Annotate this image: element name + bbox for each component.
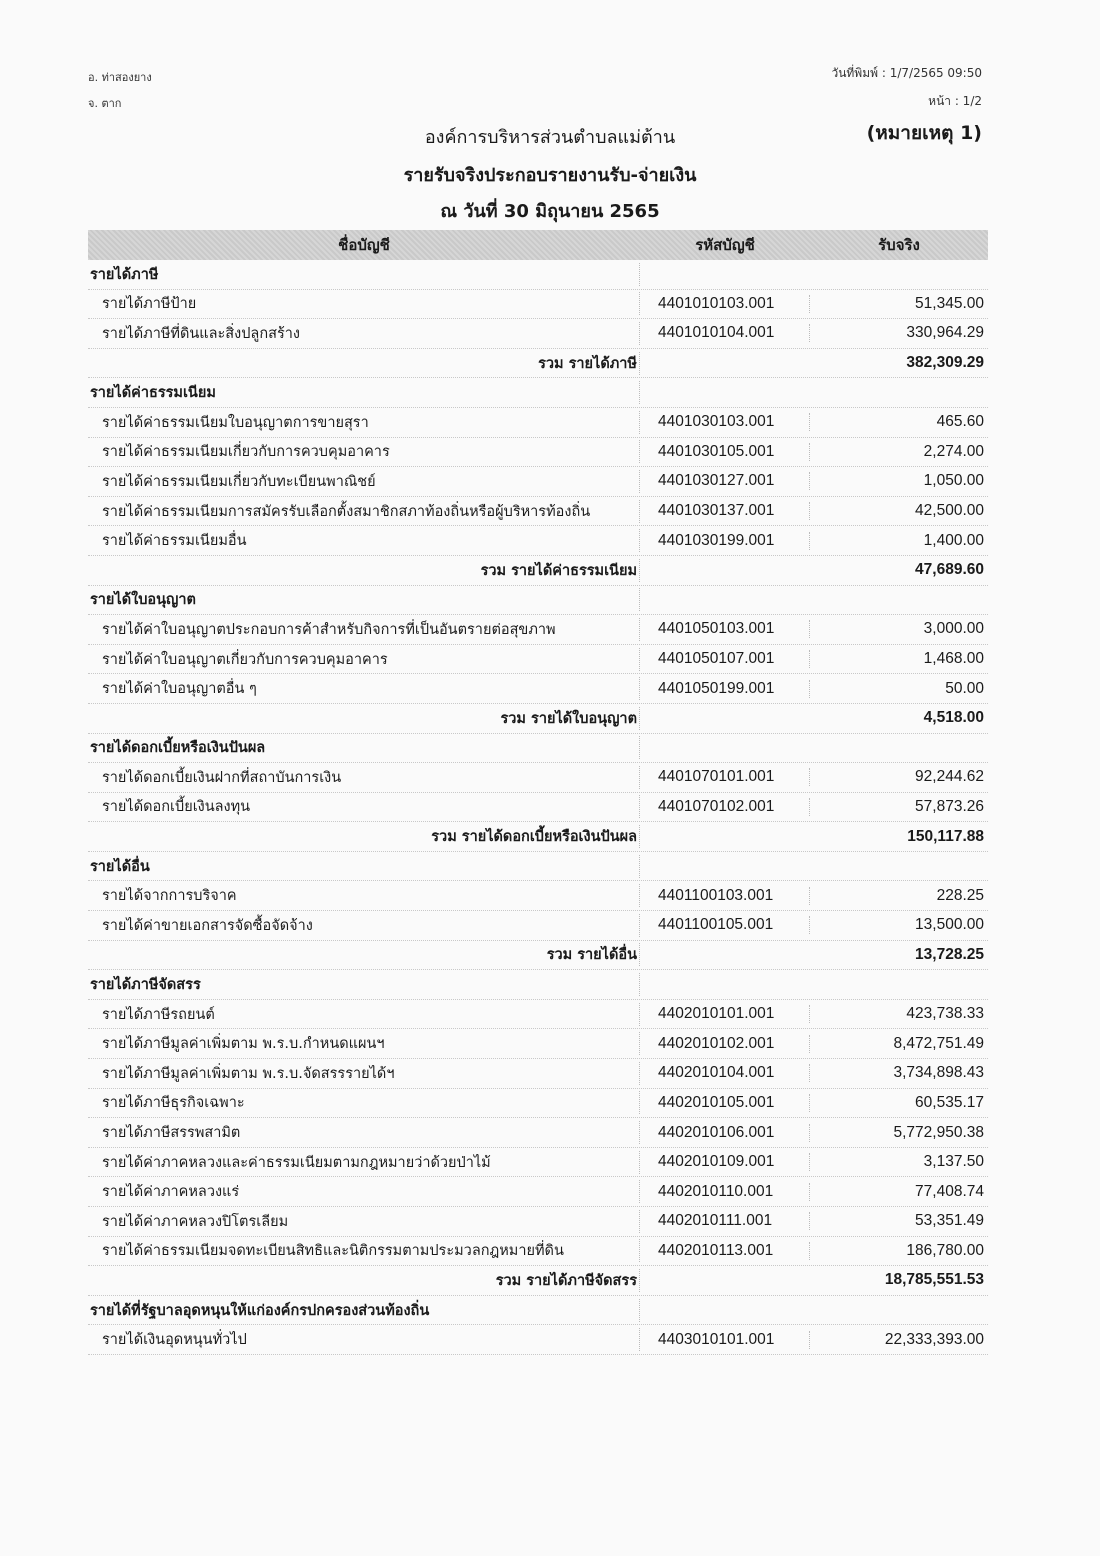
print-date: วันที่พิมพ์ : 1/7/2565 09:50: [831, 66, 982, 80]
account-name-cell: รายได้ค่าใบอนุญาตประกอบการค้าสำหรับกิจการที่เป็นอันตรายต่อสุขภาพ: [88, 618, 640, 641]
account-name-cell: รายได้ภาษีสรรพสามิต: [88, 1121, 640, 1144]
category-row: [88, 970, 988, 1000]
table-body: [88, 260, 988, 1355]
account-name-cell: รวม รายได้ใบอนุญาต: [88, 707, 640, 730]
account-name-cell: รายได้ค่าธรรมเนียมใบอนุญาตการขายสุรา: [88, 411, 640, 434]
account-code-cell: 4401030199.001: [640, 532, 810, 550]
table-row: [88, 674, 988, 704]
amount-cell: 51,345.00: [915, 294, 984, 312]
amount-cell: 53,351.49: [915, 1212, 984, 1230]
table-row: [88, 408, 988, 438]
account-name-cell: รายได้ดอกเบี้ยเงินฝากที่สถาบันการเงิน: [88, 766, 640, 789]
account-code-cell: 4401030127.001: [640, 472, 810, 490]
amount-cell: 330,964.29: [906, 324, 984, 342]
amount-cell: 3,734,898.43: [893, 1064, 984, 1082]
account-code-cell: 4401030103.001: [640, 413, 810, 431]
table-row: [88, 1148, 988, 1178]
amount-cell: 1,050.00: [923, 472, 984, 490]
account-name-cell: รายได้เงินอุดหนุนทั่วไป: [88, 1328, 640, 1351]
table-row: [88, 1177, 988, 1207]
table-row: [88, 1325, 988, 1355]
account-code-cell: 4402010113.001: [640, 1242, 810, 1260]
table-row: [88, 793, 988, 823]
account-code-cell: 4402010111.001: [640, 1212, 810, 1230]
account-code-cell: 4402010101.001: [640, 1005, 810, 1023]
account-code-cell: 4403010101.001: [640, 1331, 810, 1349]
account-code-cell: 4401070102.001: [640, 798, 810, 816]
table-row: [88, 438, 988, 468]
subtotal-row: [88, 556, 988, 586]
amount-cell: 77,408.74: [915, 1182, 984, 1200]
amount-cell: 22,333,393.00: [884, 1330, 984, 1348]
table-row: [88, 467, 988, 497]
table-row: [88, 615, 988, 645]
amount-cell: 13,500.00: [915, 916, 984, 934]
amount-cell: 186,780.00: [906, 1241, 984, 1259]
account-code-cell: 4402010105.001: [640, 1094, 810, 1112]
account-name-cell: รายได้ค่าธรรมเนียมอื่น: [88, 529, 640, 552]
table-row: [88, 1118, 988, 1148]
account-name-cell: รวม รายได้อื่น: [88, 943, 640, 966]
table-row: [88, 1000, 988, 1030]
table-row: [88, 1237, 988, 1267]
amount-cell: 3,000.00: [923, 620, 984, 638]
amount-cell: 4,518.00: [923, 709, 984, 727]
amount-cell: 92,244.62: [915, 768, 984, 786]
amount-cell: 42,500.00: [915, 502, 984, 520]
account-code-cell: 4402010102.001: [640, 1035, 810, 1053]
account-code-cell: 4402010104.001: [640, 1064, 810, 1082]
account-name-cell: รายได้ภาษีรถยนต์: [88, 1003, 640, 1026]
organization-name: องค์การบริหารส่วนตำบลแม่ต้าน: [424, 127, 676, 148]
amount-cell: 57,873.26: [915, 797, 984, 815]
table-row: [88, 290, 988, 320]
account-name-cell: รายได้ภาษีที่ดินและสิ่งปลูกสร้าง: [88, 322, 640, 345]
amount-cell: 13,728.25: [915, 945, 984, 963]
table-row: [88, 911, 988, 941]
table-row: [88, 497, 988, 527]
amount-cell: 150,117.88: [907, 827, 984, 845]
amount-cell: 8,472,751.49: [893, 1034, 984, 1052]
report-title: รายรับจริงประกอบรายงานรับ-จ่ายเงิน: [403, 165, 697, 186]
table-row: [88, 1089, 988, 1119]
account-name-cell: รายได้ภาษีมูลค่าเพิ่มตาม พ.ร.บ.จัดสรรรายได้ฯ: [88, 1062, 640, 1085]
account-code-cell: 4401010104.001: [640, 324, 810, 342]
account-code-cell: 4402010110.001: [640, 1183, 810, 1201]
account-code-cell: 4401100105.001: [640, 916, 810, 934]
account-name-cell: รายได้ค่าธรรมเนียม: [88, 381, 640, 404]
account-code-cell: 4401010103.001: [640, 295, 810, 313]
table-row: [88, 1059, 988, 1089]
category-row: [88, 260, 988, 290]
account-name-cell: รายได้ภาษีป้าย: [88, 292, 640, 315]
category-row: [88, 852, 988, 882]
subtotal-row: [88, 941, 988, 971]
account-name-cell: รายได้ค่าภาคหลวงแร่: [88, 1180, 640, 1203]
header-account-name: ชื่อบัญชี: [338, 236, 390, 254]
amount-cell: 18,785,551.53: [884, 1271, 984, 1289]
category-row: [88, 1296, 988, 1326]
subtotal-row: [88, 1266, 988, 1296]
account-name-cell: รายได้อื่น: [88, 855, 640, 878]
table-row: [88, 1029, 988, 1059]
account-name-cell: รายได้ค่าภาคหลวงและค่าธรรมเนียมตามกฎหมายว่าด้วยป่าไม้: [88, 1151, 640, 1174]
account-name-cell: รายได้ภาษีมูลค่าเพิ่มตาม พ.ร.บ.กำหนดแผนฯ: [88, 1032, 640, 1055]
category-row: [88, 734, 988, 764]
account-name-cell: รายได้ค่าธรรมเนียมเกี่ยวกับทะเบียนพาณิชย์: [88, 470, 640, 493]
account-name-cell: รายได้ค่าธรรมเนียมเกี่ยวกับการควบคุมอาคาร: [88, 440, 640, 463]
amount-cell: 60,535.17: [915, 1093, 984, 1111]
amount-cell: 1,400.00: [923, 531, 984, 549]
amount-cell: 1,468.00: [923, 650, 984, 668]
table-header: [88, 230, 988, 260]
table-row: [88, 881, 988, 911]
category-row: [88, 378, 988, 408]
table-row: [88, 526, 988, 556]
amount-cell: 465.60: [936, 413, 984, 431]
revenue-table: [88, 230, 988, 1355]
amount-cell: 382,309.29: [906, 354, 984, 372]
account-name-cell: รายได้จากการบริจาค: [88, 884, 640, 907]
table-row: [88, 763, 988, 793]
account-code-cell: 4401030137.001: [640, 502, 810, 520]
account-name-cell: รายได้ดอกเบี้ยเงินลงทุน: [88, 795, 640, 818]
subtotal-row: [88, 349, 988, 379]
amount-cell: 5,772,950.38: [893, 1123, 984, 1141]
table-row: [88, 1207, 988, 1237]
account-code-cell: 4401050199.001: [640, 680, 810, 698]
account-code-cell: 4401050107.001: [640, 650, 810, 668]
table-row: [88, 319, 988, 349]
account-code-cell: 4401050103.001: [640, 620, 810, 638]
header-account-code: รหัสบัญชี: [695, 236, 755, 254]
table-row: [88, 645, 988, 675]
amount-cell: 228.25: [936, 886, 984, 904]
account-name-cell: รายได้ค่าธรรมเนียมจดทะเบียนสิทธิและนิติกรรมตามประมวลกฎหมายที่ดิน: [88, 1239, 640, 1262]
subtotal-row: [88, 704, 988, 734]
amount-cell: 2,274.00: [923, 442, 984, 460]
amount-cell: 3,137.50: [923, 1153, 984, 1171]
report-date: ณ วันที่ 30 มิถุนายน 2565: [440, 201, 660, 222]
account-code-cell: 4402010106.001: [640, 1124, 810, 1142]
account-code-cell: 4401100103.001: [640, 887, 810, 905]
district-label: อ. ท่าสองยาง: [88, 71, 152, 84]
header-actual: รับจริง: [878, 236, 920, 254]
account-code-cell: 4402010109.001: [640, 1153, 810, 1171]
page-number: หน้า : 1/2: [928, 94, 982, 108]
account-name-cell: รายได้ค่าใบอนุญาตเกี่ยวกับการควบคุมอาคาร: [88, 648, 640, 671]
account-name-cell: รายได้ภาษีจัดสรร: [88, 973, 640, 996]
amount-cell: 47,689.60: [915, 561, 984, 579]
account-name-cell: รายได้ค่าขายเอกสารจัดซื้อจัดจ้าง: [88, 914, 640, 937]
account-name-cell: รายได้ภาษี: [88, 263, 640, 286]
account-name-cell: รายได้ดอกเบี้ยหรือเงินปันผล: [88, 736, 640, 759]
account-name-cell: รายได้ค่าธรรมเนียมการสมัครรับเลือกตั้งสมาชิกสภาท้องถิ่นหรือผู้บริหารท้องถิ่น: [88, 500, 640, 523]
account-name-cell: รวม รายได้ภาษี: [88, 352, 640, 375]
category-row: [88, 586, 988, 616]
account-name-cell: รวม รายได้ค่าธรรมเนียม: [88, 559, 640, 582]
account-name-cell: รายได้ภาษีธุรกิจเฉพาะ: [88, 1091, 640, 1114]
account-name-cell: รายได้ที่รัฐบาลอุดหนุนให้แก่องค์กรปกครองส่วนท้องถิ่น: [88, 1299, 640, 1322]
account-name-cell: รายได้ใบอนุญาต: [88, 588, 640, 611]
account-name-cell: รวม รายได้ภาษีจัดสรร: [88, 1269, 640, 1292]
note-label: (หมายเหตุ 1): [866, 122, 982, 144]
amount-cell: 423,738.33: [906, 1005, 984, 1023]
account-code-cell: 4401030105.001: [640, 443, 810, 461]
account-code-cell: 4401070101.001: [640, 768, 810, 786]
account-name-cell: รายได้ค่าภาคหลวงปิโตรเลียม: [88, 1210, 640, 1233]
amount-cell: 50.00: [945, 679, 984, 697]
account-name-cell: รวม รายได้ดอกเบี้ยหรือเงินปันผล: [88, 825, 640, 848]
subtotal-row: [88, 822, 988, 852]
account-name-cell: รายได้ค่าใบอนุญาตอื่น ๆ: [88, 677, 640, 700]
province-label: จ. ตาก: [88, 97, 122, 110]
